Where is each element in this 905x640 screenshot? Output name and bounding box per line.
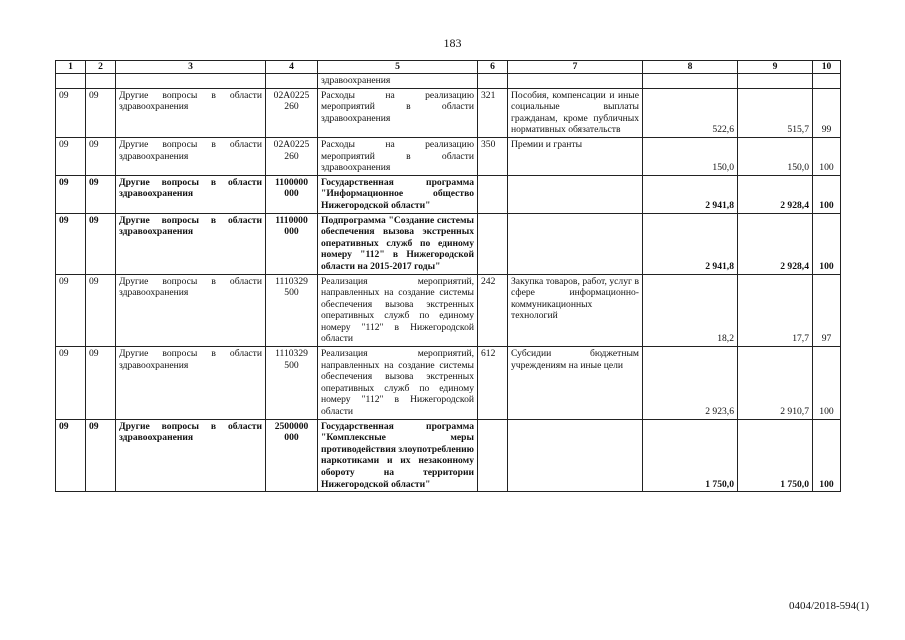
section-code-cell: 09 <box>56 137 86 175</box>
section-name-cell: Другие вопросы в области здравоохранения <box>116 137 266 175</box>
expense-type-code-cell <box>478 419 508 492</box>
actual-amount-cell: 515,7 <box>738 88 813 137</box>
section-name-cell: Другие вопросы в области здравоохранения <box>116 88 266 137</box>
execution-percent-cell: 100 <box>813 419 841 492</box>
target-item-code-cell: 1110329 500 <box>266 347 318 420</box>
subsection-code-cell: 09 <box>86 274 116 347</box>
header-cell-9: 9 <box>738 61 813 74</box>
budget-table <box>55 60 841 492</box>
header-cell-1: 1 <box>56 61 86 74</box>
subsection-code-cell: 09 <box>86 137 116 175</box>
subsection-code-cell: 09 <box>86 213 116 274</box>
table-row <box>56 213 841 274</box>
expense-name-cell: Расходы на реализацию мероприятий в области здравоохранения <box>318 137 478 175</box>
expense-type-name-cell: Субсидии бюджетным учреждениям на иные цели <box>508 347 643 420</box>
target-item-code-cell: 1110329 500 <box>266 274 318 347</box>
continuation-cell: здравоохранения <box>318 74 478 89</box>
expense-type-code-cell: 321 <box>478 88 508 137</box>
header-cell-2: 2 <box>86 61 116 74</box>
planned-amount-cell: 150,0 <box>643 137 738 175</box>
expense-type-name-cell: Премии и гранты <box>508 137 643 175</box>
header-cell-4: 4 <box>266 61 318 74</box>
execution-percent-cell: 99 <box>813 88 841 137</box>
planned-amount-cell: 2 923,6 <box>643 347 738 420</box>
expense-type-name-cell <box>508 213 643 274</box>
expense-type-code-cell <box>478 213 508 274</box>
document-id: 0404/2018-594(1) <box>788 600 869 612</box>
execution-percent-cell: 100 <box>813 175 841 213</box>
actual-amount-cell: 2 928,4 <box>738 175 813 213</box>
section-code-cell: 09 <box>56 88 86 137</box>
header-cell-7: 7 <box>508 61 643 74</box>
expense-type-code-cell: 242 <box>478 274 508 347</box>
table-row <box>56 175 841 213</box>
continuation-row <box>56 74 841 89</box>
expense-type-name-cell: Пособия, компенсации и иные социальные выплаты гражданам, кроме публичных нормативных обязательств <box>508 88 643 137</box>
expense-type-code-cell: 612 <box>478 347 508 420</box>
execution-percent-cell: 100 <box>813 347 841 420</box>
actual-amount-cell: 1 750,0 <box>738 419 813 492</box>
section-code-cell: 09 <box>56 347 86 420</box>
page-number: 183 <box>443 36 462 50</box>
actual-amount-cell: 17,7 <box>738 274 813 347</box>
target-item-code-cell: 1110000 000 <box>266 213 318 274</box>
header-cell-5: 5 <box>318 61 478 74</box>
execution-percent-cell: 100 <box>813 137 841 175</box>
table-row <box>56 419 841 492</box>
actual-amount-cell: 150,0 <box>738 137 813 175</box>
planned-amount-cell: 1 750,0 <box>643 419 738 492</box>
table-row <box>56 347 841 420</box>
actual-amount-cell: 2 928,4 <box>738 213 813 274</box>
expense-name-cell: Подпрограмма "Создание системы обеспечения вызова экстренных оперативных служб по единому номеру "112" в Нижегородской области на 2015-2017 годы" <box>318 213 478 274</box>
expense-name-cell: Реализация мероприятий, направленных на создание системы обеспечения вызова экстренных оперативных служб по единому номеру "112" в Нижегородской области <box>318 347 478 420</box>
table-row <box>56 274 841 347</box>
section-code-cell: 09 <box>56 274 86 347</box>
subsection-code-cell: 09 <box>86 88 116 137</box>
target-item-code-cell: 1100000 000 <box>266 175 318 213</box>
expense-name-cell: Расходы на реализацию мероприятий в области здравоохранения <box>318 88 478 137</box>
subsection-code-cell: 09 <box>86 347 116 420</box>
section-name-cell: Другие вопросы в области здравоохранения <box>116 274 266 347</box>
section-code-cell: 09 <box>56 175 86 213</box>
table-row <box>56 88 841 137</box>
header-row <box>56 61 841 74</box>
target-item-code-cell: 02А0225 260 <box>266 137 318 175</box>
subsection-code-cell: 09 <box>86 419 116 492</box>
expense-type-name-cell <box>508 419 643 492</box>
expense-name-cell: Реализация мероприятий, направленных на создание системы обеспечения вызова экстренных оперативных служб по единому номеру "112" в Нижегородской области <box>318 274 478 347</box>
section-name-cell: Другие вопросы в области здравоохранения <box>116 419 266 492</box>
expense-name-cell: Государственная программа "Комплексные меры противодействия злоупотреблению наркотиками и их незаконному обороту на территории Нижегородской области" <box>318 419 478 492</box>
actual-amount-cell: 2 910,7 <box>738 347 813 420</box>
header-cell-3: 3 <box>116 61 266 74</box>
section-name-cell: Другие вопросы в области здравоохранения <box>116 175 266 213</box>
execution-percent-cell: 97 <box>813 274 841 347</box>
section-name-cell: Другие вопросы в области здравоохранения <box>116 347 266 420</box>
subsection-code-cell: 09 <box>86 175 116 213</box>
header-cell-8: 8 <box>643 61 738 74</box>
planned-amount-cell: 2 941,8 <box>643 175 738 213</box>
header-cell-10: 10 <box>813 61 841 74</box>
section-name-cell: Другие вопросы в области здравоохранения <box>116 213 266 274</box>
planned-amount-cell: 522,6 <box>643 88 738 137</box>
section-code-cell: 09 <box>56 213 86 274</box>
expense-name-cell: Государственная программа "Информационное общество Нижегородской области" <box>318 175 478 213</box>
section-code-cell: 09 <box>56 419 86 492</box>
expense-type-code-cell: 350 <box>478 137 508 175</box>
expense-type-name-cell <box>508 175 643 213</box>
execution-percent-cell: 100 <box>813 213 841 274</box>
planned-amount-cell: 18,2 <box>643 274 738 347</box>
table-row <box>56 137 841 175</box>
target-item-code-cell: 02А0225 260 <box>266 88 318 137</box>
expense-type-code-cell <box>478 175 508 213</box>
target-item-code-cell: 2500000 000 <box>266 419 318 492</box>
expense-type-name-cell: Закупка товаров, работ, услуг в сфере информационно-коммуникационных технологий <box>508 274 643 347</box>
header-cell-6: 6 <box>478 61 508 74</box>
planned-amount-cell: 2 941,8 <box>643 213 738 274</box>
